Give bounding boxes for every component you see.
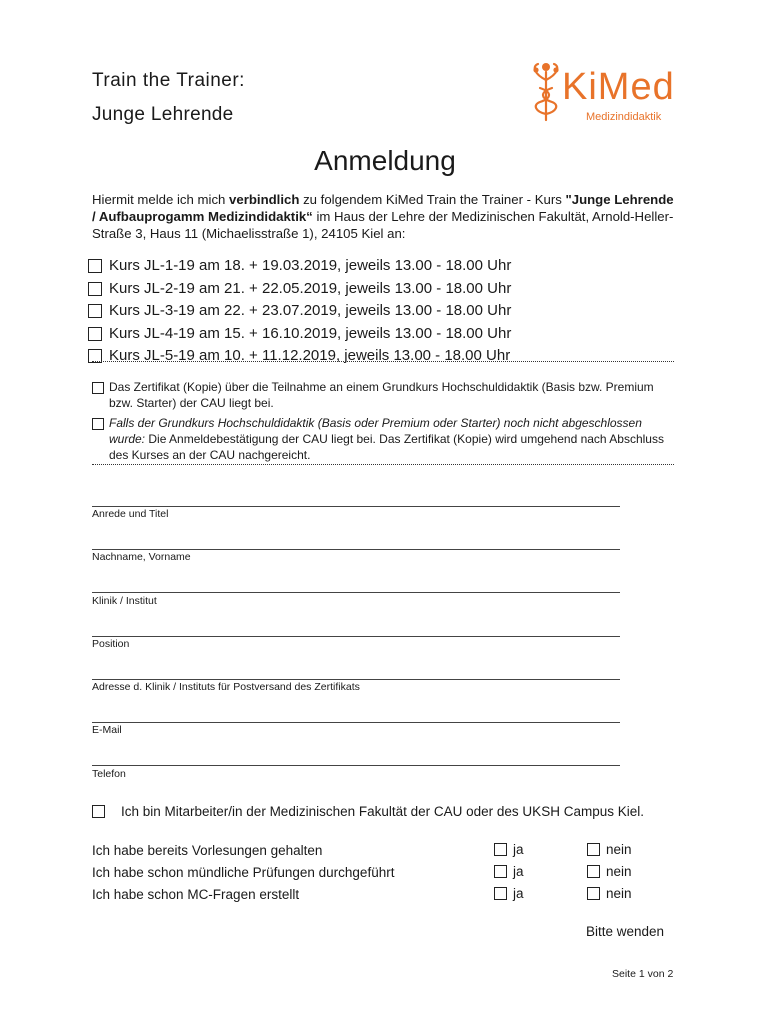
field-line-name[interactable] [92, 549, 620, 550]
page-title: Anmeldung [314, 145, 456, 176]
field-line-anrede[interactable] [92, 506, 620, 507]
field-line-position[interactable] [92, 636, 620, 637]
question-label: Ich habe schon MC-Fragen erstellt [92, 887, 300, 902]
checkbox[interactable] [587, 887, 600, 900]
field-label: E-Mail [92, 724, 122, 736]
field-label: Position [92, 638, 130, 650]
kimed-logo [526, 58, 691, 128]
logo-name: KiMed [562, 66, 675, 108]
course-option-1[interactable] [88, 257, 511, 274]
course-option-4[interactable] [88, 325, 511, 342]
course-label: Kurs JL-3-19 am 22. + 23.07.2019, jeweils 13.00 - 18.00 Uhr [109, 302, 512, 319]
checkbox[interactable] [88, 282, 102, 296]
certificate-option-text [109, 415, 672, 463]
field-label: Klinik / Institut [92, 595, 157, 607]
intro-bold: verbindlich [229, 192, 300, 207]
field-line-klinik[interactable] [92, 592, 620, 593]
field-label: Anrede und Titel [92, 508, 169, 520]
intro-part: zu folgendem KiMed Train the Trainer - Kurs [299, 192, 566, 207]
course-label: Kurs JL-4-19 am 15. + 16.10.2019, jeweils 13.00 - 18.00 Uhr [109, 325, 512, 342]
header-line-2: Junge Lehrende [92, 104, 234, 125]
answer-yes[interactable] [494, 864, 524, 879]
page-number: Seite 1 von 2 [612, 968, 674, 980]
course-label: Kurs JL-2-19 am 21. + 22.05.2019, jeweils 13.00 - 18.00 Uhr [109, 280, 512, 297]
dotted-separator [92, 361, 674, 362]
field-line-adresse[interactable] [92, 679, 620, 680]
answer-label: nein [606, 886, 632, 901]
answer-label: ja [513, 842, 524, 857]
course-option-2[interactable] [88, 280, 511, 297]
field-line-email[interactable] [92, 722, 620, 723]
logo-subtitle: Medizindidaktik [586, 111, 662, 123]
certificate-option-text: Das Zertifikat (Kopie) über die Teilnahme an einem Grundkurs Hochschuldidaktik (Basis bzw. Premium bzw. Starter) der CAU liegt bei. [109, 380, 654, 410]
answer-label: nein [606, 864, 632, 879]
intro-part: Hiermit melde ich mich [92, 192, 230, 207]
intro-text [92, 191, 680, 242]
turn-page-note: Bitte wenden [586, 924, 665, 939]
checkbox[interactable] [494, 887, 507, 900]
certificate-option-rest: Die Anmeldebestätigung der CAU liegt bei. Das Zertifikat (Kopie) wird umgehend nach Abschluss des Kurses an der CAU nachgereicht. [109, 432, 664, 462]
dotted-separator [92, 464, 674, 465]
course-label: Kurs JL-5-19 am 10. + 11.12.2019, jeweils 13.00 - 18.00 Uhr [109, 347, 511, 364]
checkbox[interactable] [494, 865, 507, 878]
course-option-3[interactable] [88, 302, 511, 319]
answer-no[interactable] [587, 864, 632, 879]
member-label: Ich bin Mitarbeiter/in der Medizinischen Fakultät der CAU oder des UKSH Campus Kiel. [121, 804, 644, 819]
checkbox[interactable] [92, 382, 104, 394]
checkbox[interactable] [88, 327, 102, 341]
intro-part: im Haus der Lehre der Medizinischen Fakultät, Arnold-Heller-Straße 3, Haus 11 (Michaelisstraße 1), 24105 Kiel an: [92, 209, 674, 241]
answer-no[interactable] [587, 842, 632, 857]
field-label: Nachname, Vorname [92, 551, 191, 563]
answer-label: nein [606, 842, 632, 857]
certificate-option-2[interactable] [92, 415, 672, 463]
checkbox[interactable] [587, 843, 600, 856]
question-label: Ich habe bereits Vorlesungen gehalten [92, 843, 323, 858]
intro-bold: "Junge Lehrende / Aufbauprogamm Medizindidaktik“ [92, 192, 674, 224]
checkbox[interactable] [587, 865, 600, 878]
certificate-option-italic: Falls der Grundkurs Hochschuldidaktik (Basis oder Premium oder Starter) noch nicht abgeschlossen wurde: [109, 416, 642, 446]
checkbox[interactable] [88, 259, 102, 273]
checkbox[interactable] [494, 843, 507, 856]
answer-label: ja [513, 864, 524, 879]
course-label: Kurs JL-1-19 am 18. + 19.03.2019, jeweils 13.00 - 18.00 Uhr [109, 257, 512, 274]
checkbox[interactable] [88, 304, 102, 318]
checkbox[interactable] [92, 805, 105, 818]
answer-yes[interactable] [494, 842, 524, 857]
field-label: Adresse d. Klinik / Instituts für Postversand des Zertifikats [92, 681, 360, 693]
answer-label: ja [513, 886, 524, 901]
checkbox[interactable] [92, 418, 104, 430]
answer-yes[interactable] [494, 886, 524, 901]
header-line-1: Train the Trainer: [92, 70, 245, 91]
certificate-option-1[interactable] [92, 379, 672, 411]
field-label: Telefon [92, 768, 126, 780]
member-option[interactable] [92, 804, 644, 819]
question-label: Ich habe schon mündliche Prüfungen durchgeführt [92, 865, 395, 880]
field-line-telefon[interactable] [92, 765, 620, 766]
answer-no[interactable] [587, 886, 632, 901]
